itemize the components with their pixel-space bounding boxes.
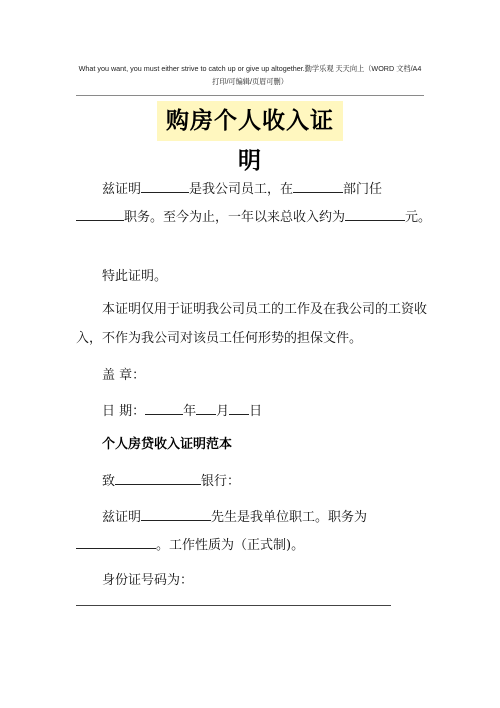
day-blank	[229, 403, 249, 415]
employee-prefix: 兹证明	[102, 510, 142, 525]
employee-position-text: 先生是我单位职工。职务为	[211, 510, 368, 525]
date-line	[102, 400, 262, 419]
header-text-continued: 打印/可编辑/页眉可删）	[212, 77, 288, 86]
position-blank	[76, 209, 124, 221]
date-label: 日 期：	[102, 404, 146, 419]
department-blank	[293, 181, 343, 193]
work-nature-text: 。工作性质为（正式制)。	[156, 538, 305, 553]
employee-name-blank	[141, 181, 189, 193]
header-divider	[76, 95, 424, 96]
certify-suffix: 部门任	[343, 182, 383, 197]
purpose-line-1: 本证明仅用于证明我公司员工的工作及在我公司的工资收	[102, 302, 428, 317]
bank-name-blank	[115, 473, 201, 485]
certify-middle: 是我公司员工，在	[189, 182, 294, 197]
position-blank-2	[76, 537, 156, 549]
month-label: 月	[216, 404, 230, 419]
purpose-line-2: 入，不作为我公司对该员工任何形势的担保文件。	[76, 331, 363, 346]
day-label: 日	[249, 404, 263, 419]
year-label: 年	[183, 404, 197, 419]
income-text: 职务。至今为止，一年以来总收入约为	[124, 210, 346, 225]
employee-name-blank-2	[141, 509, 211, 521]
year-blank	[145, 403, 183, 415]
certify-line-1	[102, 178, 382, 197]
addressee-line	[102, 470, 240, 489]
addressee-suffix: 银行：	[201, 474, 241, 489]
month-blank	[196, 403, 216, 415]
hereby-certify: 特此证明。	[102, 269, 168, 284]
id-number-label: 身份证号码为：	[102, 573, 194, 588]
sample-heading: 个人房贷收入证明范本	[102, 437, 233, 452]
seal-label: 盖 章：	[102, 368, 146, 383]
employee-line-1	[102, 506, 367, 525]
addressee-prefix: 致	[102, 474, 116, 489]
certify-prefix: 兹证明	[102, 182, 142, 197]
certify-line-2	[76, 206, 431, 225]
document-title: 购房个人收入证明	[157, 101, 343, 141]
income-amount-blank	[345, 209, 405, 221]
employee-line-2	[76, 534, 304, 553]
currency-unit: 元。	[405, 210, 432, 225]
id-number-blank-line	[76, 605, 391, 606]
header-text: What you want, you must either strive to catch up or give up altogether.勤学乐观 天天向上（WORD 文档/A4	[78, 64, 422, 73]
